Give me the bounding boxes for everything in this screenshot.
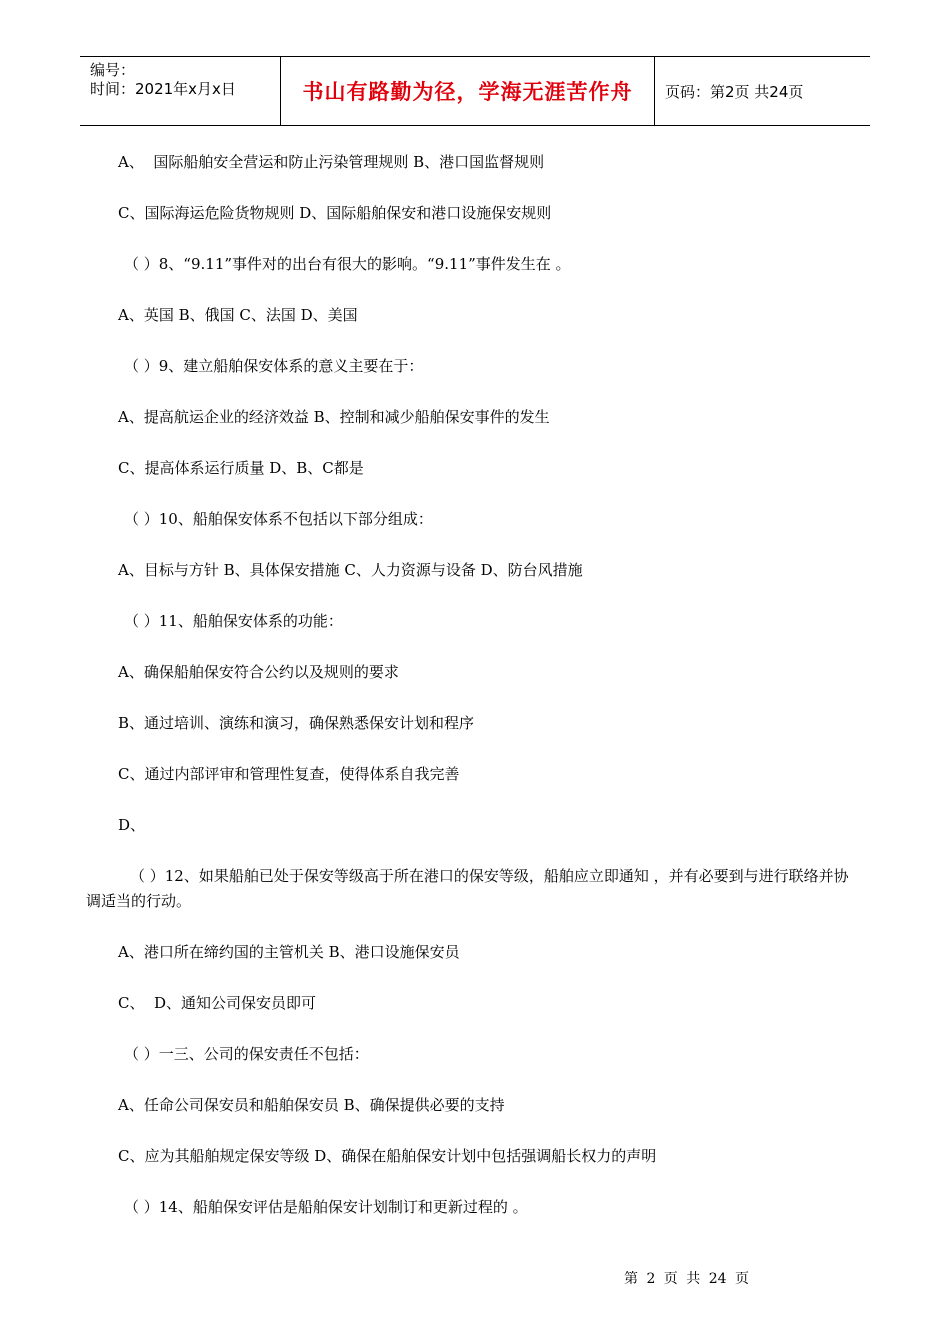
text-line: A、 国际船舶安全营运和防止污染管理规则 B、港口国监督规则 xyxy=(118,153,545,171)
text-line: D、 xyxy=(118,816,146,834)
text-line: A、目标与方针 B、具体保安措施 C、人力资源与设备 D、防台风措施 xyxy=(118,561,583,579)
question-line: （ ）12、如果船舶已处于保安等级高于所在港口的保安等级，船舶应立即通知 ，并有必要到与进行联络并协调适当的行动。 xyxy=(86,867,849,910)
page-header xyxy=(80,56,870,126)
document-number-label: 编号： xyxy=(90,61,136,79)
text-line: A、提高航运企业的经济效益 B、控制和减少船舶保安事件的发生 xyxy=(118,408,550,426)
question-line: （ ）9、建立船舶保安体系的意义主要在于： xyxy=(124,357,424,375)
question-line: （ ）一三、公司的保安责任不包括： xyxy=(124,1045,369,1063)
text-line: A、确保船舶保安符合公约以及规则的要求 xyxy=(118,663,399,681)
text-line: C、 D、通知公司保安员即可 xyxy=(118,994,317,1012)
text-line: C、通过内部评审和管理性复查，使得体系自我完善 xyxy=(118,765,460,783)
document-body xyxy=(86,150,863,1246)
text-line: A、任命公司保安员和船舶保安员 B、确保提供必要的支持 xyxy=(118,1096,505,1114)
page-footer: 第 2 页 共 24 页 xyxy=(624,1271,749,1287)
question-line: （ ）14、船舶保安评估是船舶保安计划制订和更新过程的 。 xyxy=(124,1198,528,1216)
header-info-cell xyxy=(80,57,281,125)
text-line: C、提高体系运行质量 D、B、C都是 xyxy=(118,459,364,477)
text-line: C、应为其船舶规定保安等级 D、确保在船舶保安计划中包括强调船长权力的声明 xyxy=(118,1147,657,1165)
text-line: C、国际海运危险货物规则 D、国际船舶保安和港口设施保安规则 xyxy=(118,204,552,222)
header-motto: 书山有路勤为径，学海无涯苦作舟 xyxy=(281,57,655,125)
question-line: （ ）8、“9.11”事件对的出台有很大的影响。“9.11”事件发生在 。 xyxy=(124,255,571,273)
text-line: A、港口所在缔约国的主管机关 B、港口设施保安员 xyxy=(118,943,460,961)
document-date-label: 时间：2021年x月x日 xyxy=(90,80,236,98)
question-line: （ ）11、船舶保安体系的功能： xyxy=(124,612,343,630)
header-page-number: 页码：第2页 共24页 xyxy=(665,82,804,101)
text-line: A、英国 B、俄国 C、法国 D、美国 xyxy=(118,306,358,324)
question-line: （ ）10、船舶保安体系不包括以下部分组成： xyxy=(124,510,433,528)
text-line: B、通过培训、演练和演习，确保熟悉保安计划和程序 xyxy=(118,714,475,732)
